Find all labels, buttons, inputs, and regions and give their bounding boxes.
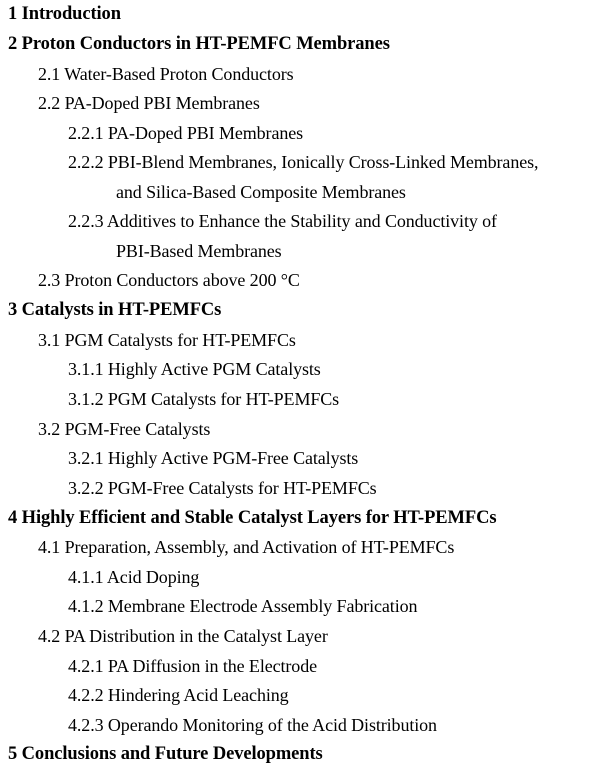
- toc-section-1: 1 Introduction: [8, 4, 121, 24]
- toc-section-3-1-1: 3.1.1 Highly Active PGM Catalysts: [68, 359, 321, 379]
- toc-section-2: 2 Proton Conductors in HT-PEMFC Membranes: [8, 34, 390, 54]
- toc-section-4-2: 4.2 PA Distribution in the Catalyst Layer: [38, 626, 328, 646]
- toc-section-2-2-1: 2.2.1 PA-Doped PBI Membranes: [68, 123, 304, 143]
- toc-section-4-1: 4.1 Preparation, Assembly, and Activation of HT-PEMFCs: [38, 537, 455, 557]
- toc-section-3: 3 Catalysts in HT-PEMFCs: [8, 300, 222, 320]
- toc-section-4-1-2: 4.1.2 Membrane Electrode Assembly Fabrication: [68, 596, 418, 616]
- toc-section-3-2-2: 3.2.2 PGM-Free Catalysts for HT-PEMFCs: [68, 478, 377, 498]
- toc-section-4-1-1: 4.1.1 Acid Doping: [68, 567, 200, 587]
- toc-section-5: 5 Conclusions and Future Developments: [8, 744, 323, 764]
- toc-section-2-3: 2.3 Proton Conductors above 200 °C: [38, 270, 300, 290]
- toc-section-3-2-1: 3.2.1 Highly Active PGM-Free Catalysts: [68, 448, 359, 468]
- toc-section-4-2-2: 4.2.2 Hindering Acid Leaching: [68, 685, 289, 705]
- toc-section-4-2-1: 4.2.1 PA Diffusion in the Electrode: [68, 656, 317, 676]
- toc-section-3-1-2: 3.1.2 PGM Catalysts for HT-PEMFCs: [68, 389, 340, 409]
- toc-section-2-2-3-continued: PBI-Based Membranes: [116, 241, 282, 261]
- toc-section-2-1: 2.1 Water-Based Proton Conductors: [38, 64, 294, 84]
- toc-section-3-2: 3.2 PGM-Free Catalysts: [38, 419, 211, 439]
- toc-section-2-2-3: 2.2.3 Additives to Enhance the Stability and Conductivity of: [68, 211, 497, 231]
- toc-section-2-2: 2.2 PA-Doped PBI Membranes: [38, 93, 260, 113]
- toc-section-4: 4 Highly Efficient and Stable Catalyst Layers for HT-PEMFCs: [8, 508, 497, 528]
- toc-section-4-2-3: 4.2.3 Operando Monitoring of the Acid Distribution: [68, 715, 437, 735]
- toc-section-2-2-2-continued: and Silica-Based Composite Membranes: [116, 182, 406, 202]
- toc-section-3-1: 3.1 PGM Catalysts for HT-PEMFCs: [38, 330, 296, 350]
- toc-section-2-2-2: 2.2.2 PBI-Blend Membranes, Ionically Cross-Linked Membranes,: [68, 152, 539, 172]
